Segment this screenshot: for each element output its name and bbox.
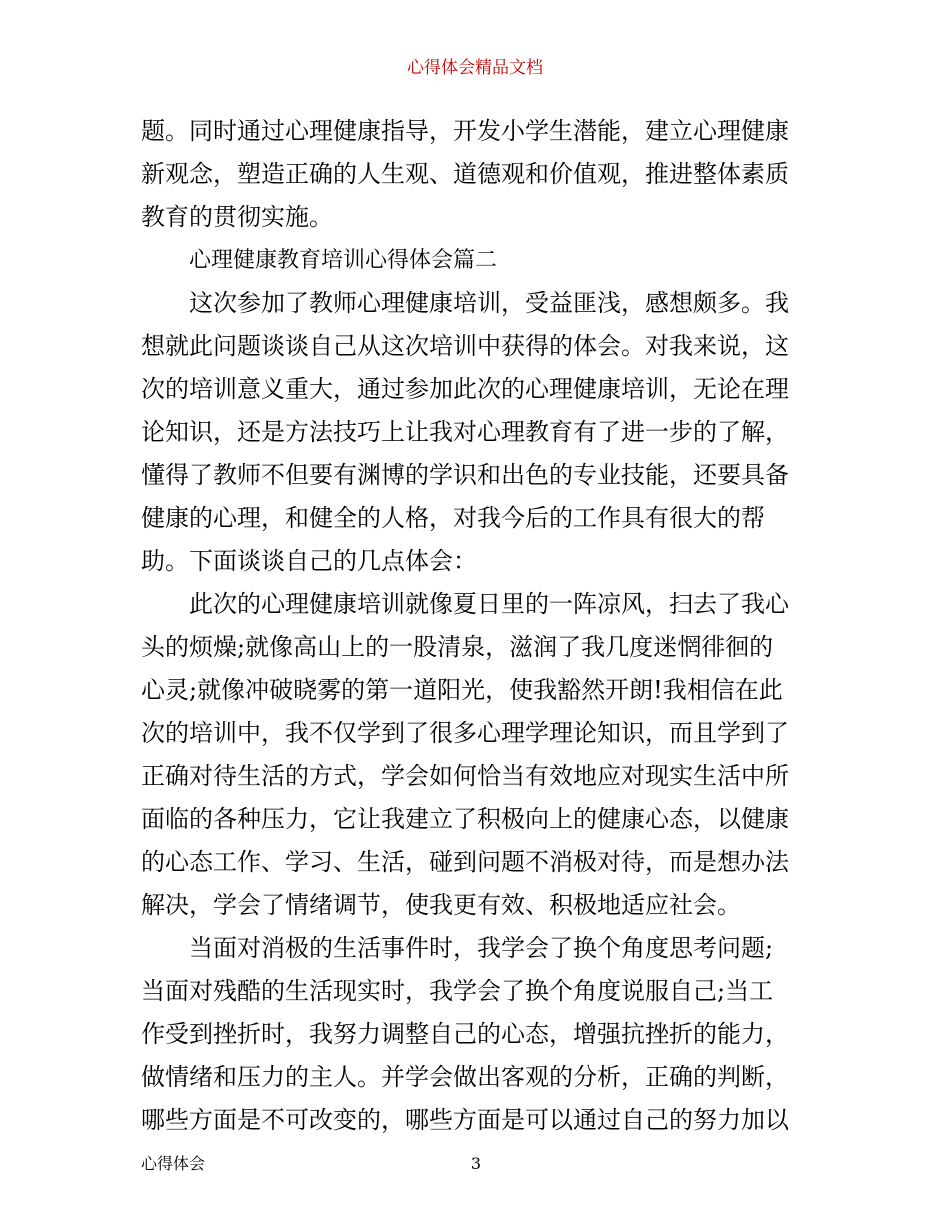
body-line: 头的烦燥;就像高山上的一股清泉，滋润了我几度迷惘徘徊的 xyxy=(141,633,774,661)
footer-label: 心得体会 xyxy=(141,1154,206,1173)
body-line: 心灵;就像冲破晓雾的第一道阳光，使我豁然开朗!我相信在此 xyxy=(141,676,783,704)
document-body xyxy=(141,110,813,1142)
page-number: 3 xyxy=(470,1154,482,1173)
body-line: 当面对残酷的生活现实时，我学会了换个角度说服自己;当工 xyxy=(141,977,774,1005)
body-line: 面临的各种压力，它让我建立了积极向上的健康心态，以健康 xyxy=(141,805,789,833)
body-line: 次的培训中，我不仅学到了很多心理学理论知识，而且学到了 xyxy=(141,719,789,747)
body-line: 新观念，塑造正确的人生观、道德观和价值观，推进整体素质 xyxy=(141,160,789,188)
body-line: 题。同时通过心理健康指导，开发小学生潜能，建立心理健康 xyxy=(141,117,789,145)
body-line: 教育的贯彻实施。 xyxy=(141,203,333,231)
body-line: 正确对待生活的方式，学会如何恰当有效地应对现实生活中所 xyxy=(141,762,789,790)
body-line: 助。下面谈谈自己的几点体会： xyxy=(141,547,477,575)
body-line: 解决，学会了情绪调节，使我更有效、积极地适应社会。 xyxy=(141,891,741,919)
paragraph-first-line: 此次的心理健康培训就像夏日里的一阵凉风，扫去了我心 xyxy=(189,590,789,618)
paragraph-first-line: 这次参加了教师心理健康培训，受益匪浅，感想颇多。我 xyxy=(189,289,789,317)
body-line: 论知识，还是方法技巧上让我对心理教育有了进一步的了解， xyxy=(141,418,789,446)
body-line: 哪些方面是不可改变的，哪些方面是可以通过自己的努力加以 xyxy=(141,1106,789,1134)
paragraph-first-line: 当面对消极的生活事件时，我学会了换个角度思考问题; xyxy=(189,934,774,962)
body-line: 作受到挫折时，我努力调整自己的心态，增强抗挫折的能力， xyxy=(141,1020,789,1048)
section-heading: 心理健康教育培训心得体会篇二 xyxy=(189,248,498,273)
body-line: 做情绪和压力的主人。并学会做出客观的分析，正确的判断， xyxy=(141,1063,789,1091)
body-line: 懂得了教师不但要有渊博的学识和出色的专业技能，还要具备 xyxy=(141,461,789,489)
body-line: 次的培训意义重大，通过参加此次的心理健康培训，无论在理 xyxy=(141,375,789,403)
body-line: 的心态工作、学习、生活，碰到问题不消极对待，而是想办法 xyxy=(141,848,789,876)
body-line: 健康的心理，和健全的人格，对我今后的工作具有很大的帮 xyxy=(141,504,765,532)
document-header-title: 心得体会精品文档 xyxy=(407,58,543,78)
body-line: 想就此问题谈谈自己从这次培训中获得的体会。对我来说，这 xyxy=(141,332,789,360)
